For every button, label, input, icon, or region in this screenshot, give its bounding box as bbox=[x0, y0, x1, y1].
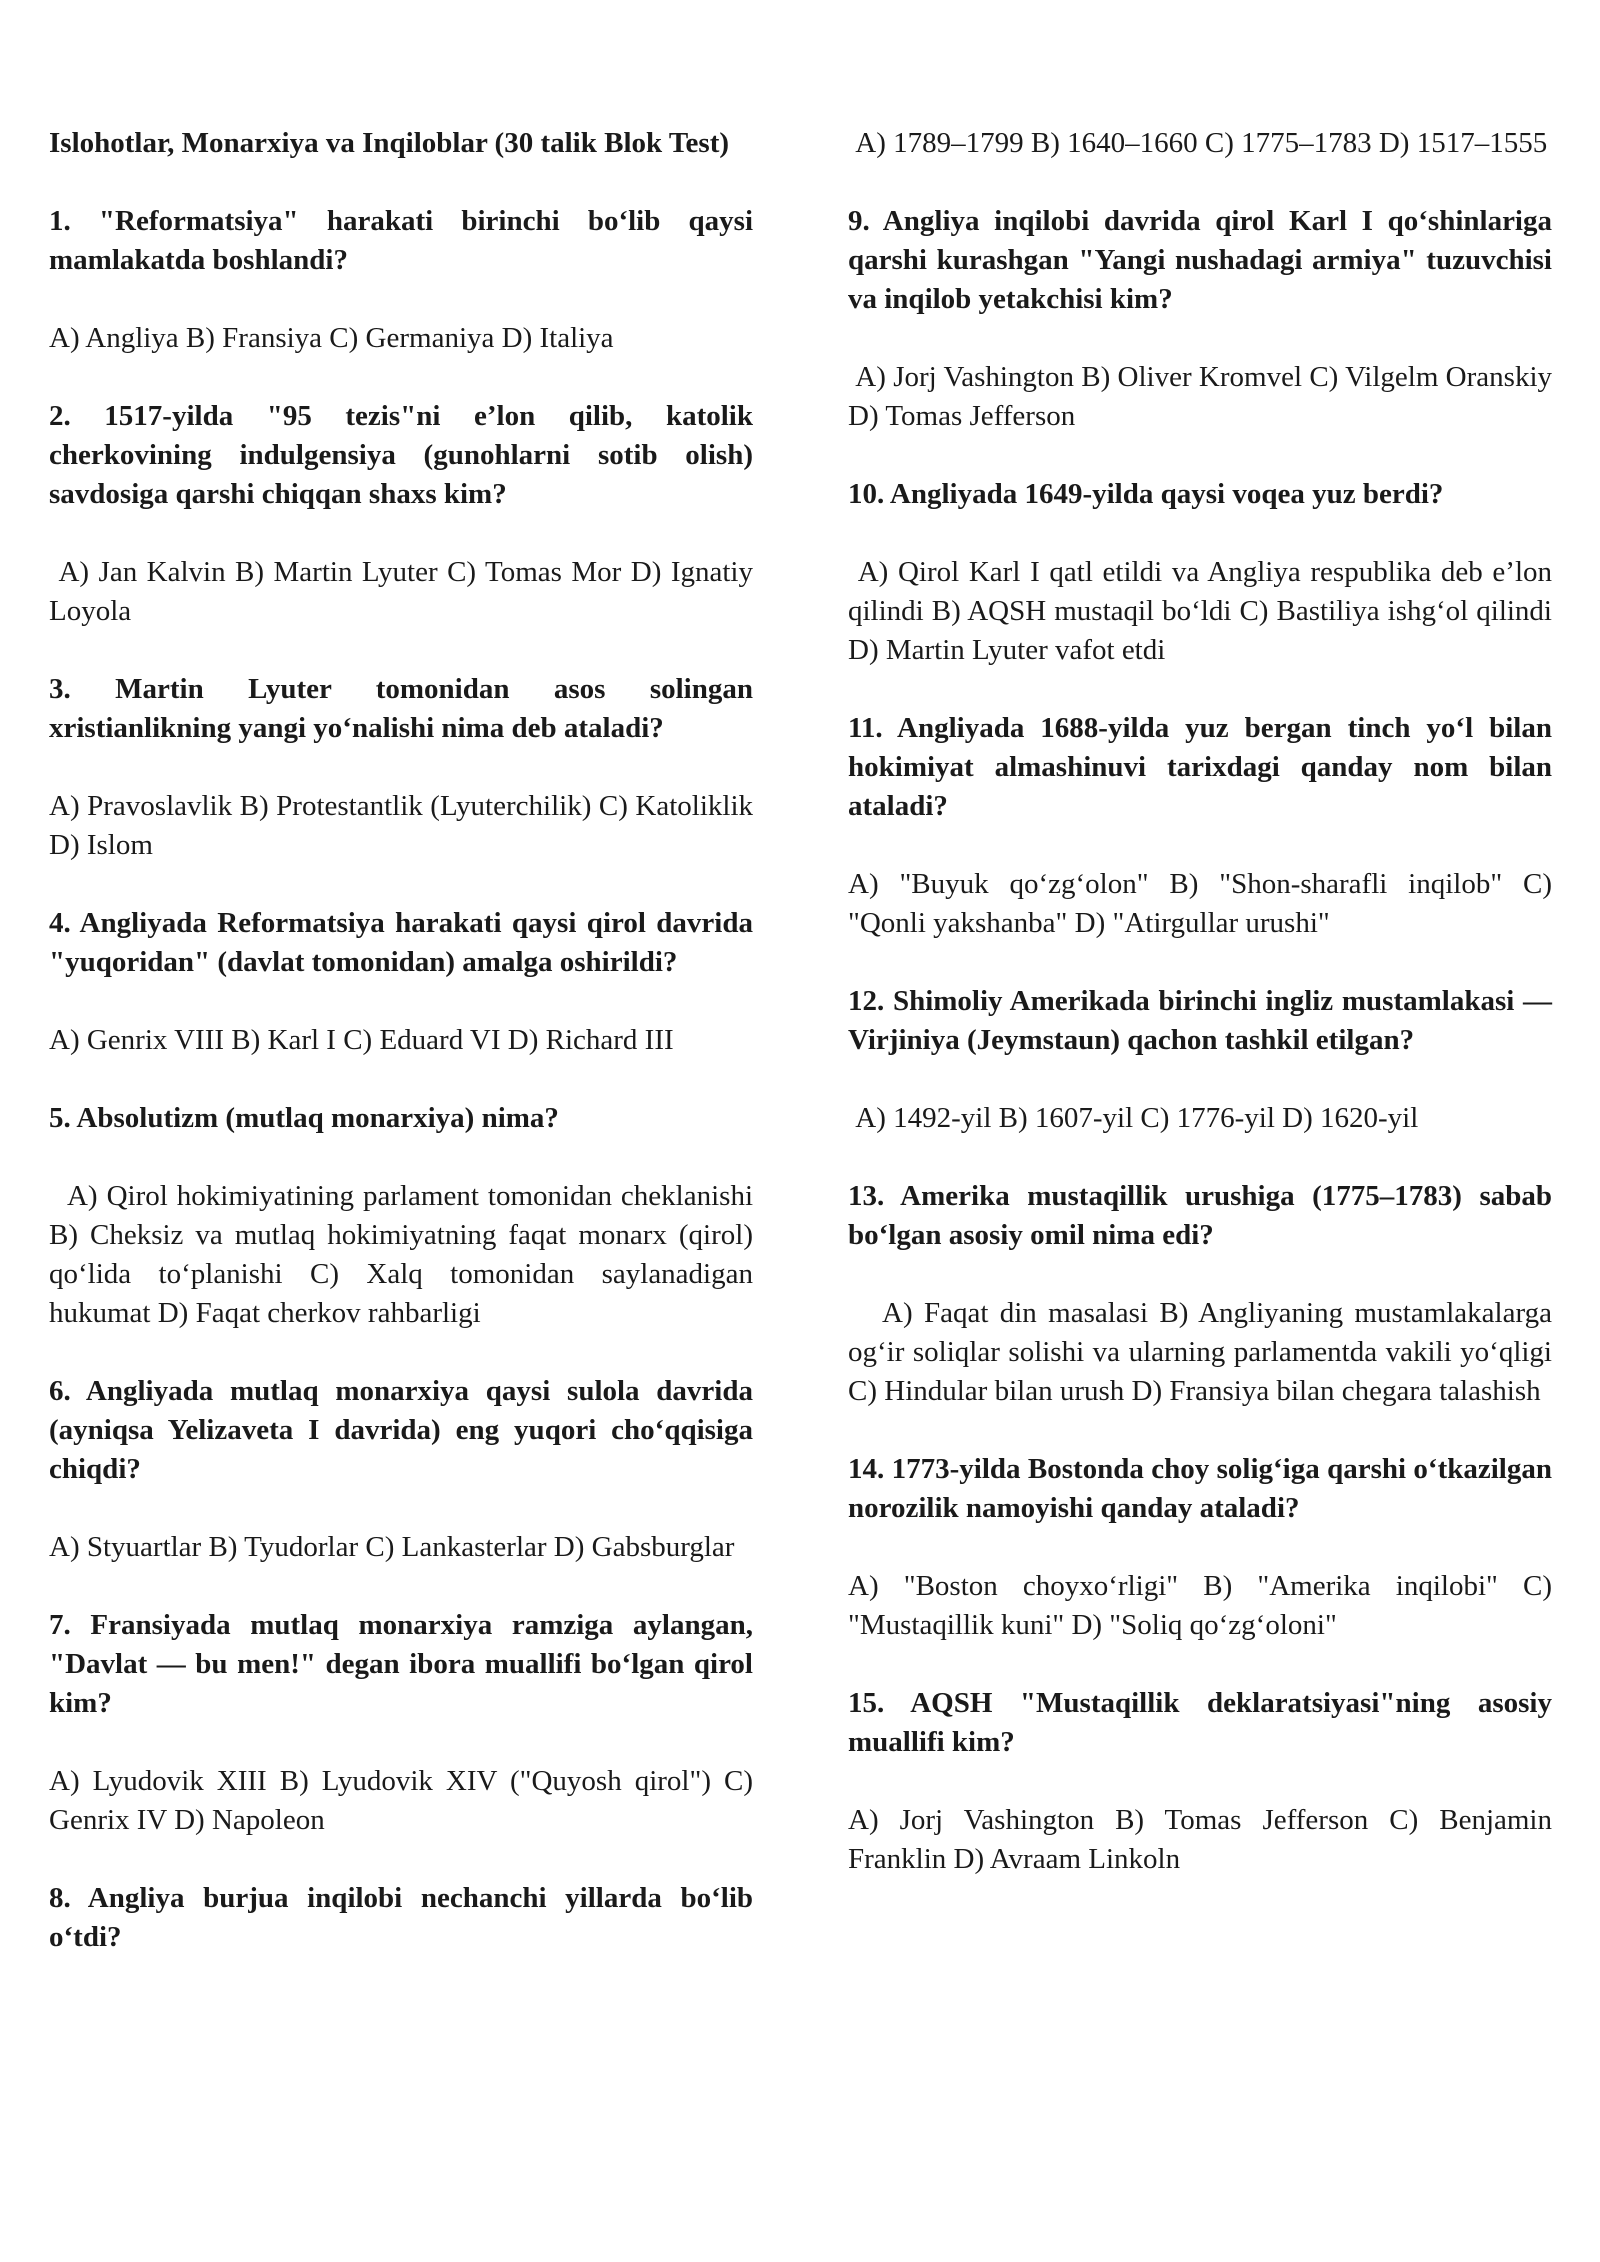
question-text: 8. Angliya burjua inqilobi nechanchi yillarda bo‘lib o‘tdi? bbox=[49, 1882, 753, 1953]
answer-options: A) Genrix VIII B) Karl I C) Eduard VI D) Richard III bbox=[49, 1024, 674, 1056]
answer-options: A) Lyudovik XIII B) Lyudovik XIV ("Quyosh qirol") C) Genrix IV D) Napoleon bbox=[49, 1765, 761, 1836]
answer-options: A) Pravoslavlik B) Protestantlik (Lyuterchilik) C) Katoliklik D) Islom bbox=[49, 790, 761, 861]
question-text: 3. Martin Lyuter tomonidan asos solingan xristianlikning yangi yo‘nalishi nima deb ataladi? bbox=[49, 673, 753, 744]
right-column bbox=[848, 124, 1560, 1918]
question-text: 14. 1773-yilda Bostonda choy solig‘iga qarshi o‘tkazilgan norozilik namoyishi qanday ataladi? bbox=[848, 1453, 1552, 1524]
question-text: 4. Angliyada Reformatsiya harakati qaysi qirol davrida "yuqoridan" (davlat tomonidan) amalga oshirildi? bbox=[49, 907, 753, 978]
left-column bbox=[49, 124, 761, 1996]
question-text: 10. Angliyada 1649-yilda qaysi voqea yuz berdi? bbox=[848, 478, 1444, 510]
answer-options: A) "Buyuk qo‘zg‘olon" B) "Shon-sharafli inqilob" C) "Qonli yakshanba" D) "Atirgullar urushi" bbox=[848, 868, 1560, 939]
question-text: 6. Angliyada mutlaq monarxiya qaysi sulola davrida (ayniqsa Yelizaveta I davrida) eng yuqori cho‘qqisiga chiqdi? bbox=[49, 1375, 753, 1485]
question-text: 5. Absolutizm (mutlaq monarxiya) nima? bbox=[49, 1102, 559, 1134]
question-text: 13. Amerika mustaqillik urushiga (1775–1783) sabab bo‘lgan asosiy omil nima edi? bbox=[848, 1180, 1552, 1251]
answer-options: A) Qirol hokimiyatining parlament tomonidan cheklanishi B) Cheksiz va mutlaq hokimiyatning faqat monarx (qirol) qo‘lida to‘planishi C) Xalq tomonidan saylanadigan hukumat D) Faqat cherkov rahbarligi bbox=[49, 1180, 761, 1329]
question-text: 12. Shimoliy Amerikada birinchi ingliz mustamlakasi — Virjiniya (Jeymstaun) qachon tashkil etilgan? bbox=[848, 985, 1552, 1056]
answer-options: A) Jorj Vashington B) Tomas Jefferson C) Benjamin Franklin D) Avraam Linkoln bbox=[848, 1804, 1560, 1875]
question-text: 7. Fransiyada mutlaq monarxiya ramziga aylangan, "Davlat — bu men!" degan ibora muallifi bo‘lgan qirol kim? bbox=[49, 1609, 753, 1719]
answer-options: A) 1492-yil B) 1607-yil C) 1776-yil D) 1620-yil bbox=[848, 1102, 1419, 1134]
question-text: 11. Angliyada 1688-yilda yuz bergan tinch yo‘l bilan hokimiyat almashinuvi tarixdagi qanday nom bilan ataladi? bbox=[848, 712, 1552, 822]
question-text: 15. AQSH "Mustaqillik deklaratsiyasi"ning asosiy muallifi kim? bbox=[848, 1687, 1552, 1758]
answer-options: A) Styuartlar B) Tyudorlar C) Lankasterlar D) Gabsburglar bbox=[49, 1531, 735, 1563]
answer-options: A) Faqat din masalasi B) Angliyaning mustamlakalarga og‘ir soliqlar solishi va ularning parlamentda vakili yo‘qligi C) Hindular bilan urush D) Fransiya bilan chegara talashish bbox=[848, 1297, 1560, 1407]
right-questions bbox=[848, 202, 1560, 1879]
document-title: Islohotlar, Monarxiya va Inqiloblar (30 talik Blok Test) bbox=[49, 127, 730, 159]
question-text: 9. Angliya inqilobi davrida qirol Karl I qo‘shinlariga qarshi kurashgan "Yangi nushadagi armiya" tuzuvchisi va inqilob yetakchisi kim? bbox=[848, 205, 1552, 315]
answer-options: A) Angliya B) Fransiya C) Germaniya D) Italiya bbox=[49, 322, 614, 354]
answer-options: A) Jorj Vashington B) Oliver Kromvel C) Vilgelm Oranskiy D) Tomas Jefferson bbox=[848, 361, 1560, 432]
question-text: 2. 1517-yilda "95 tezis"ni e’lon qilib, katolik cherkovining indulgensiya (gunohlarni sotib olish) savdosiga qarshi chiqqan shaxs kim? bbox=[49, 400, 753, 510]
answer-options: A) Jan Kalvin B) Martin Lyuter C) Tomas Mor D) Ignatiy Loyola bbox=[49, 556, 761, 627]
question-8-answers: A) 1789–1799 B) 1640–1660 C) 1775–1783 D) 1517–1555 bbox=[848, 127, 1548, 159]
left-questions bbox=[49, 202, 761, 1957]
answer-options: A) "Boston choyxo‘rligi" B) "Amerika inqilobi" C) "Mustaqillik kuni" D) "Soliq qo‘zg‘oloni" bbox=[848, 1570, 1560, 1641]
answer-options: A) Qirol Karl I qatl etildi va Angliya respublika deb e’lon qilindi B) AQSH mustaqil bo‘ldi C) Bastiliya ishg‘ol qilindi D) Martin Lyuter vafot etdi bbox=[848, 556, 1560, 666]
question-text: 1. "Reformatsiya" harakati birinchi bo‘lib qaysi mamlakatda boshlandi? bbox=[49, 205, 753, 276]
